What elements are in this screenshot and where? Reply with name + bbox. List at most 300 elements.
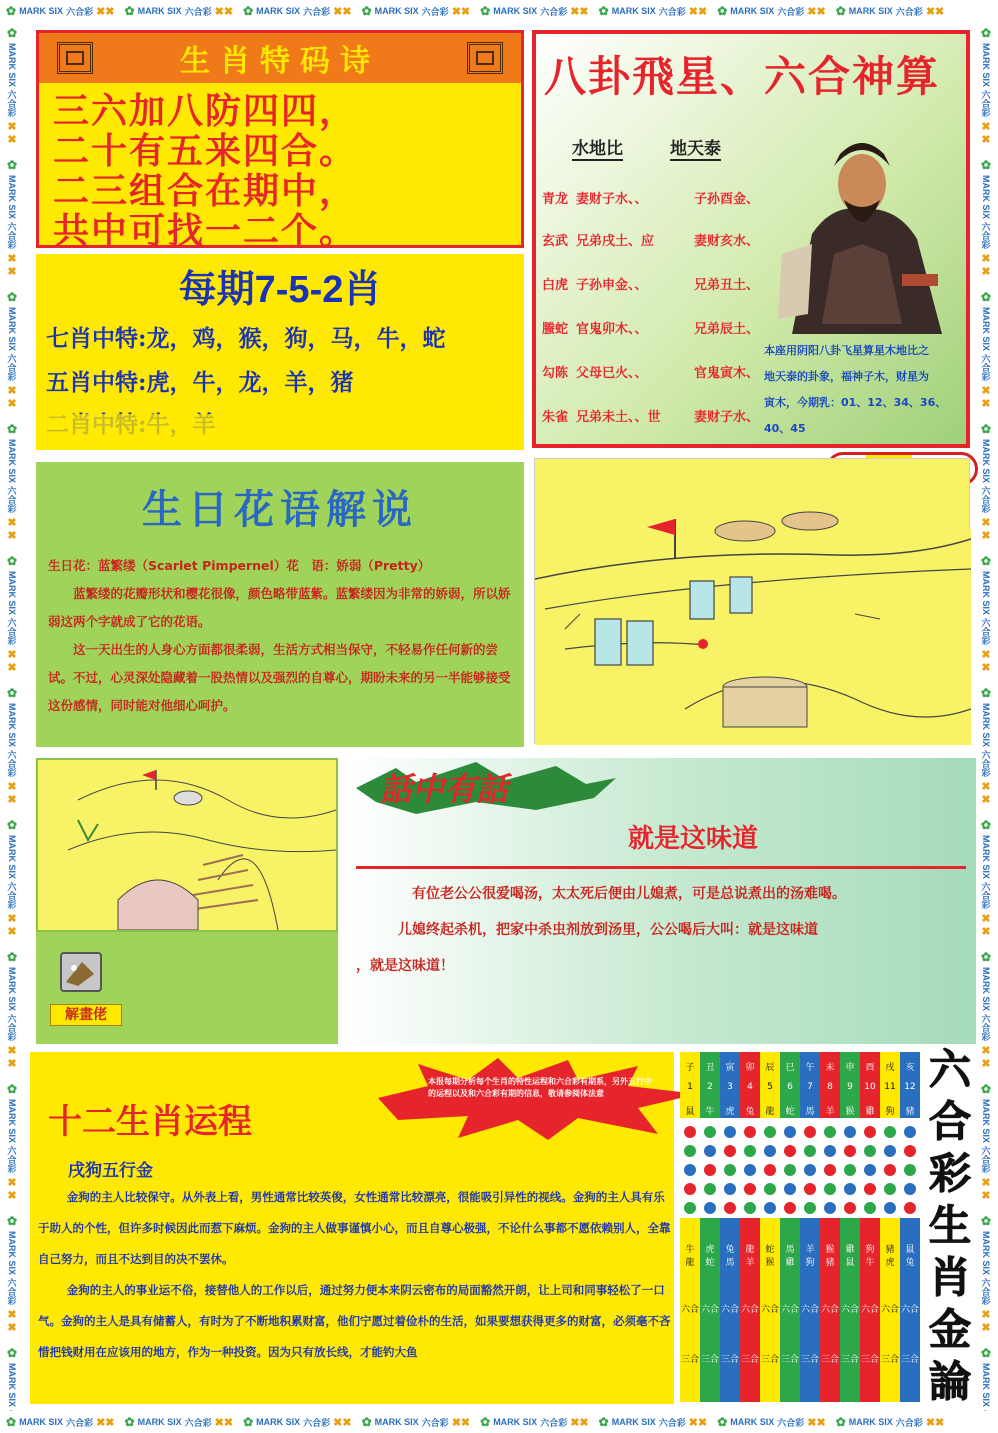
border-tile <box>243 1415 352 1429</box>
border-text-cn: 六合彩 <box>980 1278 991 1306</box>
cross-icon: ✖✖ <box>96 5 115 18</box>
border-text: MARK SIX <box>137 6 182 16</box>
poem-line: 三六加八防四四， <box>53 90 358 132</box>
number-ball-icon <box>784 1126 796 1138</box>
cross-icon: ✖✖ <box>979 120 992 147</box>
zodiac-number: 8 <box>827 1082 833 1092</box>
border-text: MARK SIX <box>256 1417 301 1427</box>
starburst-text: 本报每期分析每个生肖的特性运程和六合彩有期系，另外五行中的运程以及和六合彩有期的信息，敬请参阅体法意 <box>428 1077 652 1098</box>
zodiac-column <box>700 1052 720 1402</box>
border-tile <box>599 4 708 18</box>
gua-name-b: 地天泰 <box>670 134 721 161</box>
poem-title-bar <box>39 33 521 83</box>
bagua-line-b: 子孙酉金、 <box>694 192 760 207</box>
border-text-cn: 六合彩 <box>980 1146 991 1174</box>
border-text: MARK SIX <box>981 307 991 352</box>
border-text: MARK SIX <box>611 1417 656 1427</box>
flower-icon: ✿ <box>835 4 846 18</box>
zodiac-combo: 鼠 兔 <box>905 1245 915 1268</box>
zodiac-number: 3 <box>727 1082 733 1092</box>
border-text: MARK SIX <box>848 1417 893 1427</box>
border-text: MARK SIX <box>981 835 991 880</box>
zodiac-combo: 六合 <box>820 1305 839 1315</box>
flower-icon: ✿ <box>243 1415 254 1429</box>
cross-icon: ✖✖ <box>979 1176 992 1203</box>
number-ball-icon <box>804 1164 816 1176</box>
bagua-line-b: 兄弟辰土、 <box>694 322 760 337</box>
flower-text <box>48 552 516 720</box>
number-ball-icon <box>784 1183 796 1195</box>
cross-icon: ✖✖ <box>5 780 18 807</box>
border-text: MARK SIX <box>7 307 17 352</box>
bagua-note <box>764 338 970 442</box>
cross-icon: ✖✖ <box>451 1416 471 1429</box>
gold-title-char: 生 <box>928 1201 971 1250</box>
number-ball-icon <box>684 1126 696 1138</box>
number-ball-icon <box>764 1126 776 1138</box>
flower-icon: ✿ <box>979 686 993 701</box>
border-text: MARK SIX <box>730 1417 775 1427</box>
border-text-cn: 六合彩 <box>6 618 17 646</box>
cross-icon: ✖✖ <box>451 5 471 18</box>
weekly-title: 每期7-5-2肖 <box>178 269 382 311</box>
zodiac-column <box>680 1052 700 1402</box>
zodiac-animal: 鼠 <box>685 1107 695 1117</box>
number-ball-icon <box>704 1202 716 1214</box>
cross-icon: ✖✖ <box>5 120 18 147</box>
cross-icon: ✖✖ <box>925 5 945 18</box>
number-ball-icon <box>804 1145 816 1157</box>
border-tile <box>5 950 19 1070</box>
weekly-zodiac-panel <box>36 254 524 450</box>
joke-paragraph: 有位老公公很爱喝汤，太太死后便由儿媳煮，可是总说煮出的汤难喝。 <box>412 886 846 902</box>
cross-icon: ✖✖ <box>979 780 992 807</box>
zodiac-combo: 三合 <box>720 1355 739 1365</box>
border-tile <box>5 1346 19 1411</box>
border-text: MARK SIX <box>7 175 17 220</box>
zodiac-column <box>760 1052 780 1402</box>
border-text: MARK SIX <box>7 1099 17 1144</box>
zodiac-number: 9 <box>847 1082 853 1092</box>
border-tile <box>979 422 993 542</box>
frame-icon <box>467 42 503 74</box>
border-text: MARK SIX <box>7 571 17 616</box>
flower-icon: ✿ <box>717 4 728 18</box>
number-ball-icon <box>904 1164 916 1176</box>
divider <box>356 866 966 869</box>
number-ball-icon <box>764 1164 776 1176</box>
zodiac-column <box>740 1052 760 1402</box>
border-tile <box>6 4 115 18</box>
zodiac-combo: 三合 <box>820 1355 839 1365</box>
zodiac-branch: 辰 <box>765 1063 775 1073</box>
cross-icon: ✖✖ <box>333 5 352 18</box>
border-text-cn: 六合彩 <box>980 354 991 382</box>
number-ball-icon <box>884 1183 896 1195</box>
bagua-god: 朱雀 <box>542 410 569 425</box>
cross-icon: ✖✖ <box>925 1416 945 1429</box>
border-text: MARK SIX <box>981 1099 991 1144</box>
zodiac-combo: 虎 蛇 <box>705 1245 715 1268</box>
fortune-paragraph: 金狗的主人比较保守。从外表上看，男性通常比较英俊，女性通常比较漂亮，很能吸引异性的视线。金狗的主人具有乐于助人的个性，但许多时候因此而惹下麻烦。金狗的主人做事谨慎小心，而且自尊心极强，不论什么事都不愿依赖别人，全靠自己努力，而且不达到目的决不罢休。 <box>38 1190 671 1266</box>
zodiac-animal: 虎 <box>725 1107 735 1117</box>
number-ball-icon <box>704 1183 716 1195</box>
cross-icon: ✖✖ <box>96 1416 115 1429</box>
zodiac-combo: 六合 <box>880 1305 899 1315</box>
bagua-line-b: 兄弟丑土、 <box>694 278 760 293</box>
gold-title <box>926 1044 974 1414</box>
zodiac-number: 1 <box>687 1082 693 1092</box>
border-text-cn: 六合彩 <box>980 882 991 910</box>
border-text: MARK SIX <box>981 1363 991 1408</box>
zodiac-animal: 牛 <box>705 1107 715 1117</box>
note-line: 寅木，今期乳：01、12、34、36、 <box>764 396 947 409</box>
cross-icon: ✖✖ <box>807 1416 826 1429</box>
border-text: MARK SIX <box>7 1231 17 1276</box>
zodiac-combo: 雞 鼠 <box>845 1245 855 1268</box>
number-ball-icon <box>744 1126 756 1138</box>
border-text-cn: 六合彩 <box>980 486 991 514</box>
paint-palette-icon <box>60 952 102 992</box>
border-tile <box>362 4 471 18</box>
zodiac-branch: 子 <box>685 1063 695 1073</box>
note-line: 本座用阴阳八卦飞星算星木地比之 <box>764 344 929 357</box>
cross-icon: ✖✖ <box>807 5 826 18</box>
zodiac-combo: 六合 <box>840 1305 859 1315</box>
seven-zodiac-line: 七肖中特:龙，鸡，猴，狗，马，牛，蛇 <box>46 325 446 352</box>
zodiac-column <box>840 1052 860 1402</box>
border-text-cn: 六合彩 <box>6 750 17 778</box>
number-ball-icon <box>864 1183 876 1195</box>
border-text: MARK SIX <box>730 6 775 16</box>
number-ball-icon <box>724 1183 736 1195</box>
flower-icon: ✿ <box>6 1415 17 1429</box>
fortune-subtitle: 戌狗五行金 <box>68 1161 153 1181</box>
flower-language-panel <box>36 462 524 747</box>
cross-icon: ✖✖ <box>5 648 18 675</box>
zodiac-combo: 蛇 猴 <box>765 1245 775 1268</box>
border-tile <box>125 4 234 18</box>
border-text: MARK SIX <box>981 967 991 1012</box>
number-ball-icon <box>684 1183 696 1195</box>
flower-icon: ✿ <box>480 1415 491 1429</box>
border-tile <box>979 1214 993 1334</box>
zodiac-combo: 牛 龍 <box>685 1245 695 1268</box>
zodiac-fortune-panel <box>30 1052 674 1404</box>
number-ball-icon <box>804 1183 816 1195</box>
zodiac-combo: 三合 <box>760 1355 779 1365</box>
zodiac-column <box>820 1052 840 1402</box>
border-text: MARK SIX <box>981 571 991 616</box>
riddle-cartoon-image <box>534 458 970 744</box>
zodiac-column <box>800 1052 820 1402</box>
cross-icon: ✖✖ <box>979 1044 992 1071</box>
flower-title: 生日花语解说 <box>142 486 418 533</box>
fortune-text <box>38 1182 672 1368</box>
border-text: MARK SIX <box>19 6 64 16</box>
number-ball-icon <box>904 1183 916 1195</box>
border-text-cn: 六合彩 <box>6 1146 17 1174</box>
zodiac-number: 6 <box>787 1082 793 1092</box>
zodiac-branch: 午 <box>805 1063 815 1073</box>
cross-icon: ✖✖ <box>214 5 234 18</box>
cross-icon: ✖✖ <box>5 1176 18 1203</box>
cross-icon: ✖✖ <box>979 912 992 939</box>
border-text: MARK SIX <box>137 1417 182 1427</box>
number-ball-icon <box>764 1202 776 1214</box>
border-text-cn: 六合彩 <box>6 90 17 118</box>
border-text: MARK SIX <box>7 43 17 88</box>
bagua-god: 白虎 <box>542 278 569 293</box>
gold-title-char: 肖 <box>928 1253 971 1302</box>
zodiac-combo: 六合 <box>780 1305 799 1315</box>
flower-icon: ✿ <box>361 4 372 18</box>
flower-icon: ✿ <box>124 4 135 18</box>
note-line: 40、45 <box>764 422 806 435</box>
zodiac-combo: 三合 <box>800 1355 819 1365</box>
border-tile <box>480 1415 589 1429</box>
flower-icon: ✿ <box>5 422 19 437</box>
flower-icon: ✿ <box>480 4 491 18</box>
gold-title-char: 論 <box>928 1357 971 1406</box>
zodiac-combo: 六合 <box>700 1305 719 1315</box>
poem-line: 二十有五来四合。 <box>53 130 358 172</box>
riddle-cartoon-image-2 <box>36 758 338 932</box>
border-tile <box>5 818 19 938</box>
joke-title: 話中有話 <box>380 770 509 808</box>
zodiac-branch: 亥 <box>905 1063 915 1073</box>
bagua-god: 螣蛇 <box>542 322 569 337</box>
number-ball-icon <box>824 1126 836 1138</box>
flower-icon: ✿ <box>835 1415 846 1429</box>
number-ball-icon <box>904 1126 916 1138</box>
joke-panel <box>346 758 976 1044</box>
zodiac-combo: 六合 <box>860 1305 879 1315</box>
number-ball-icon <box>864 1145 876 1157</box>
border-tile <box>979 1082 993 1202</box>
border-text-cn: 六合彩 <box>303 6 331 17</box>
cross-icon: ✖✖ <box>5 1044 18 1071</box>
cross-icon: ✖✖ <box>979 1308 992 1335</box>
flower-paragraph: 蓝繁缕的花瓣形状和樱花很像，颜色略带蓝紫。蓝繁缕因为非常的娇弱，所以娇弱这两个字就成了它的花语。 <box>48 586 511 629</box>
zodiac-animal: 雞 <box>865 1107 875 1117</box>
bagua-line-b: 妻财亥水、 <box>694 234 760 249</box>
flower-icon: ✿ <box>5 950 19 965</box>
border-text: MARK SIX <box>19 1417 64 1427</box>
number-ball-icon <box>744 1183 756 1195</box>
flower-icon: ✿ <box>979 26 993 40</box>
zodiac-animal: 龍 <box>765 1107 775 1117</box>
border-text-cn: 六合彩 <box>980 750 991 778</box>
number-ball-icon <box>784 1145 796 1157</box>
border-text-cn: 六合彩 <box>6 1278 17 1306</box>
number-ball-icon <box>844 1164 856 1176</box>
number-ball-icon <box>804 1126 816 1138</box>
bagua-line-a: 妻财子水、、 <box>576 192 648 207</box>
number-ball-icon <box>764 1145 776 1157</box>
flower-icon: ✿ <box>6 4 17 18</box>
flower-icon: ✿ <box>5 554 19 569</box>
number-ball-icon <box>724 1145 736 1157</box>
zodiac-column <box>860 1052 880 1402</box>
flower-icon: ✿ <box>979 818 993 833</box>
flower-icon: ✿ <box>979 554 993 569</box>
zodiac-branch: 未 <box>825 1063 835 1073</box>
number-ball-icon <box>824 1145 836 1157</box>
zodiac-combo: 兔 馬 <box>725 1245 735 1268</box>
zodiac-combo: 六合 <box>760 1305 779 1315</box>
border-text-cn: 六合彩 <box>540 1417 568 1428</box>
flower-icon: ✿ <box>5 290 19 305</box>
flower-paragraph: 这一天出生的人身心方面都很柔弱，生活方式相当保守，不轻易作任何新的尝试。不过，心灵深处隐藏着一股热情以及强烈的自尊心，期盼未来的另一半能够接受这份感情，同时能对他细心呵护。 <box>48 642 511 713</box>
cross-icon: ✖✖ <box>333 1416 352 1429</box>
zodiac-branch: 巳 <box>785 1063 795 1073</box>
frame-icon <box>57 42 93 74</box>
zodiac-branch: 酉 <box>865 1063 875 1073</box>
zodiac-animal: 馬 <box>805 1107 815 1117</box>
zodiac-animal: 狗 <box>885 1107 895 1117</box>
zodiac-animal: 羊 <box>825 1107 835 1117</box>
border-text: MARK SIX <box>981 175 991 220</box>
zodiac-branch: 卯 <box>745 1063 755 1073</box>
flower-icon: ✿ <box>979 1082 993 1097</box>
cross-icon: ✖✖ <box>688 5 708 18</box>
border-text-cn: 六合彩 <box>6 486 17 514</box>
border-text-cn: 六合彩 <box>6 882 17 910</box>
cross-icon: ✖✖ <box>5 252 18 279</box>
poem-panel <box>36 30 524 252</box>
cross-icon: ✖✖ <box>5 384 18 411</box>
zodiac-combo: 六合 <box>740 1305 759 1315</box>
number-ball-icon <box>684 1202 696 1214</box>
border-text: MARK SIX <box>493 6 538 16</box>
bagua-god: 勾陈 <box>542 366 569 381</box>
flower-icon: ✿ <box>979 1346 993 1361</box>
bagua-line-a: 父母巳火、、 <box>576 366 648 381</box>
border-text: MARK SIX <box>611 6 656 16</box>
zodiac-column <box>720 1052 740 1402</box>
number-ball-icon <box>844 1126 856 1138</box>
flower-icon: ✿ <box>5 686 19 701</box>
border-text-cn: 六合彩 <box>980 618 991 646</box>
border-tile <box>5 422 19 542</box>
border-tile <box>717 4 826 18</box>
number-ball-icon <box>884 1164 896 1176</box>
border-text-cn: 六合彩 <box>421 1417 449 1428</box>
border-text-cn: 六合彩 <box>980 222 991 250</box>
border-text: MARK SIX <box>256 6 301 16</box>
border-text-cn: 六合彩 <box>980 90 991 118</box>
note-line: 地天泰的卦象，福神子木，财星为 <box>764 370 929 383</box>
flower-icon: ✿ <box>5 158 19 173</box>
zodiac-combo: 三合 <box>880 1355 899 1365</box>
top-border <box>0 0 998 22</box>
gold-title-char: 六 <box>928 1045 971 1094</box>
number-ball-icon <box>764 1183 776 1195</box>
zodiac-animal: 猴 <box>845 1107 855 1117</box>
zodiac-combo: 猴 豬 <box>825 1245 835 1268</box>
border-tile <box>979 1346 993 1411</box>
border-tile <box>5 26 19 146</box>
border-text-cn <box>980 1410 993 1411</box>
number-ball-icon <box>744 1145 756 1157</box>
zodiac-combo: 三合 <box>680 1355 699 1365</box>
border-text-cn <box>6 1410 19 1411</box>
cross-icon: ✖✖ <box>979 648 992 675</box>
border-tile <box>979 818 993 938</box>
border-tile <box>5 158 19 278</box>
zodiac-combo: 三合 <box>900 1355 919 1365</box>
border-text-cn: 六合彩 <box>540 6 568 17</box>
number-ball-icon <box>904 1202 916 1214</box>
border-tile <box>5 290 19 410</box>
zodiac-column <box>880 1052 900 1402</box>
border-text: MARK SIX <box>493 1417 538 1427</box>
zodiac-column <box>780 1052 800 1402</box>
zodiac-number: 5 <box>767 1082 773 1092</box>
zodiac-combo: 六合 <box>680 1305 699 1315</box>
zodiac-branch: 寅 <box>725 1063 735 1073</box>
border-text-cn: 六合彩 <box>777 6 805 17</box>
number-ball-icon <box>724 1202 736 1214</box>
number-ball-icon <box>824 1202 836 1214</box>
bagua-title: 八卦飛星、六合神算 <box>544 52 941 101</box>
joke-paragraph: ，就是这味道！ <box>356 958 454 974</box>
flower-icon: ✿ <box>979 290 993 305</box>
border-text: MARK SIX <box>981 703 991 748</box>
fortune-title: 十二生肖运程 <box>48 1102 252 1142</box>
border-text: MARK SIX <box>981 439 991 484</box>
border-tile <box>979 686 993 806</box>
border-tile <box>243 4 352 18</box>
zodiac-combo: 龍 羊 <box>745 1245 755 1268</box>
border-tile <box>5 1214 19 1334</box>
poem-line: 二三组合在期中， <box>53 170 358 212</box>
bagua-god: 青龙 <box>542 192 569 207</box>
number-ball-icon <box>724 1126 736 1138</box>
number-ball-icon <box>704 1126 716 1138</box>
border-text: MARK SIX <box>7 967 17 1012</box>
border-text-cn: 六合彩 <box>303 1417 331 1428</box>
flower-head: 生日花：蓝繁缕（Scarlet Pimpernel）花 语：娇弱（Pretty） <box>48 558 431 573</box>
cross-icon: ✖✖ <box>979 516 992 543</box>
number-ball-icon <box>684 1164 696 1176</box>
zodiac-number: 7 <box>807 1082 813 1092</box>
gold-title-char: 金 <box>928 1305 971 1354</box>
flower-icon: ✿ <box>5 1346 19 1361</box>
flower-icon: ✿ <box>717 1415 728 1429</box>
border-text: MARK SIX <box>374 1417 419 1427</box>
zodiac-combo: 三合 <box>740 1355 759 1365</box>
zodiac-branch: 丑 <box>705 1063 715 1073</box>
border-text-cn: 六合彩 <box>658 6 686 17</box>
number-ball-icon <box>844 1145 856 1157</box>
border-tile <box>5 1082 19 1202</box>
right-border <box>974 22 998 1411</box>
number-ball-icon <box>884 1202 896 1214</box>
border-text-cn: 六合彩 <box>895 6 923 17</box>
poem-title: 生肖特码诗 <box>180 44 380 79</box>
zodiac-combo: 豬 虎 <box>885 1245 895 1268</box>
zodiac-combo: 狗 牛 <box>865 1245 875 1268</box>
bagua-god: 玄武 <box>542 234 569 249</box>
bagua-row <box>542 230 759 249</box>
border-text-cn: 六合彩 <box>66 1417 94 1428</box>
poem-lines <box>53 91 357 251</box>
border-tile <box>362 1415 471 1429</box>
number-ball-icon <box>744 1164 756 1176</box>
flower-icon: ✿ <box>5 1214 19 1229</box>
